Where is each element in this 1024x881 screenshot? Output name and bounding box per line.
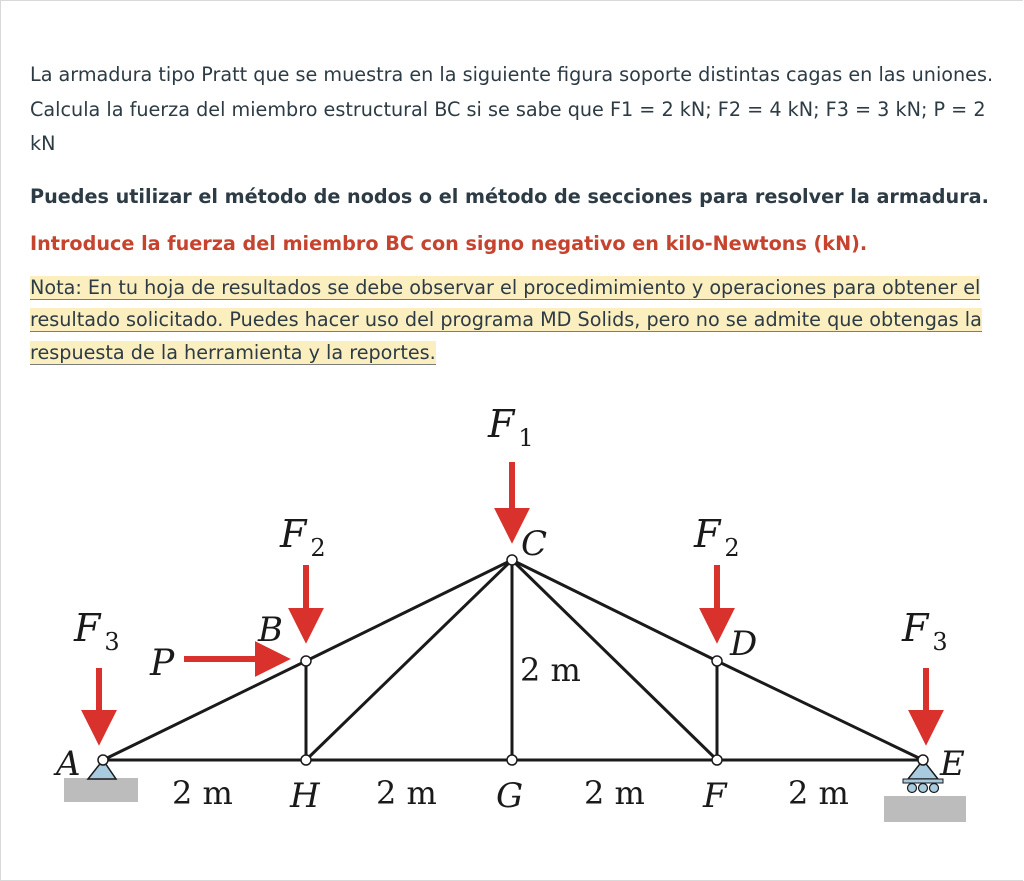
node-label-h: H [290, 776, 320, 816]
member-de [717, 661, 923, 760]
joint-a [98, 755, 108, 765]
note-text: Nota: En tu hoja de resultados se debe observar el procedimimiento y operaciones para obtener el resultado solicitado. Puedes hacer uso del programa MD Solids, pero no se admite que obtengas la respuesta de la herramienta y la reportes. [30, 275, 982, 364]
member-hc [306, 560, 512, 760]
label-p: P [150, 643, 175, 684]
label-f1: F $_1$ [488, 402, 534, 452]
roller-1 [908, 784, 917, 793]
dim-hg: 2 m [376, 774, 437, 812]
node-label-g: G [496, 776, 524, 816]
problem-intro: La armadura tipo Pratt que se muestra en la siguiente figura soporte distintas cagas en las uniones. Calcula la fuerza del miembro estructural BC si se sabe que F1 = 2 kN; F2 = 4 kN; F3 = 3 kN; P = 2 kN [30, 63, 994, 155]
dim-ah: 2 m [172, 774, 233, 812]
node-label-a: A [56, 744, 81, 784]
method-hint: Puedes utilizar el método de nodos o el método de secciones para resolver la armadura. [30, 184, 989, 208]
node-label-e: E [940, 744, 965, 784]
label-f2-left: F $_2$ [280, 512, 326, 562]
dim-height-cg: 2 m [520, 651, 581, 689]
member-bc [306, 560, 512, 661]
label-f3-left: F $_3$ [74, 606, 120, 656]
member-ab [103, 661, 306, 760]
joint-b [301, 656, 311, 666]
joint-g [507, 755, 517, 765]
node-label-f: F [703, 776, 727, 816]
dim-gf: 2 m [584, 774, 645, 812]
ground-right [884, 796, 966, 822]
joint-d [712, 656, 722, 666]
answer-instruction: Introduce la fuerza del miembro BC con signo negativo en kilo-Newtons (kN). [30, 232, 868, 255]
label-f2-right: F $_2$ [694, 512, 740, 562]
dim-fe: 2 m [788, 774, 849, 812]
joint-c [507, 555, 517, 565]
note-highlight [30, 272, 995, 370]
member-cd [512, 560, 717, 661]
joint-f [712, 755, 722, 765]
joint-h [301, 755, 311, 765]
question-text [30, 58, 995, 388]
joint-e [918, 755, 928, 765]
node-label-c: C [521, 524, 548, 564]
roller-3 [930, 784, 939, 793]
pratt-truss-figure [0, 385, 1024, 881]
roller-plate-e [903, 779, 943, 783]
node-label-b: B [258, 610, 283, 650]
node-label-d: D [730, 624, 758, 664]
label-f3-right: F $_3$ [902, 606, 948, 656]
roller-2 [919, 784, 928, 793]
